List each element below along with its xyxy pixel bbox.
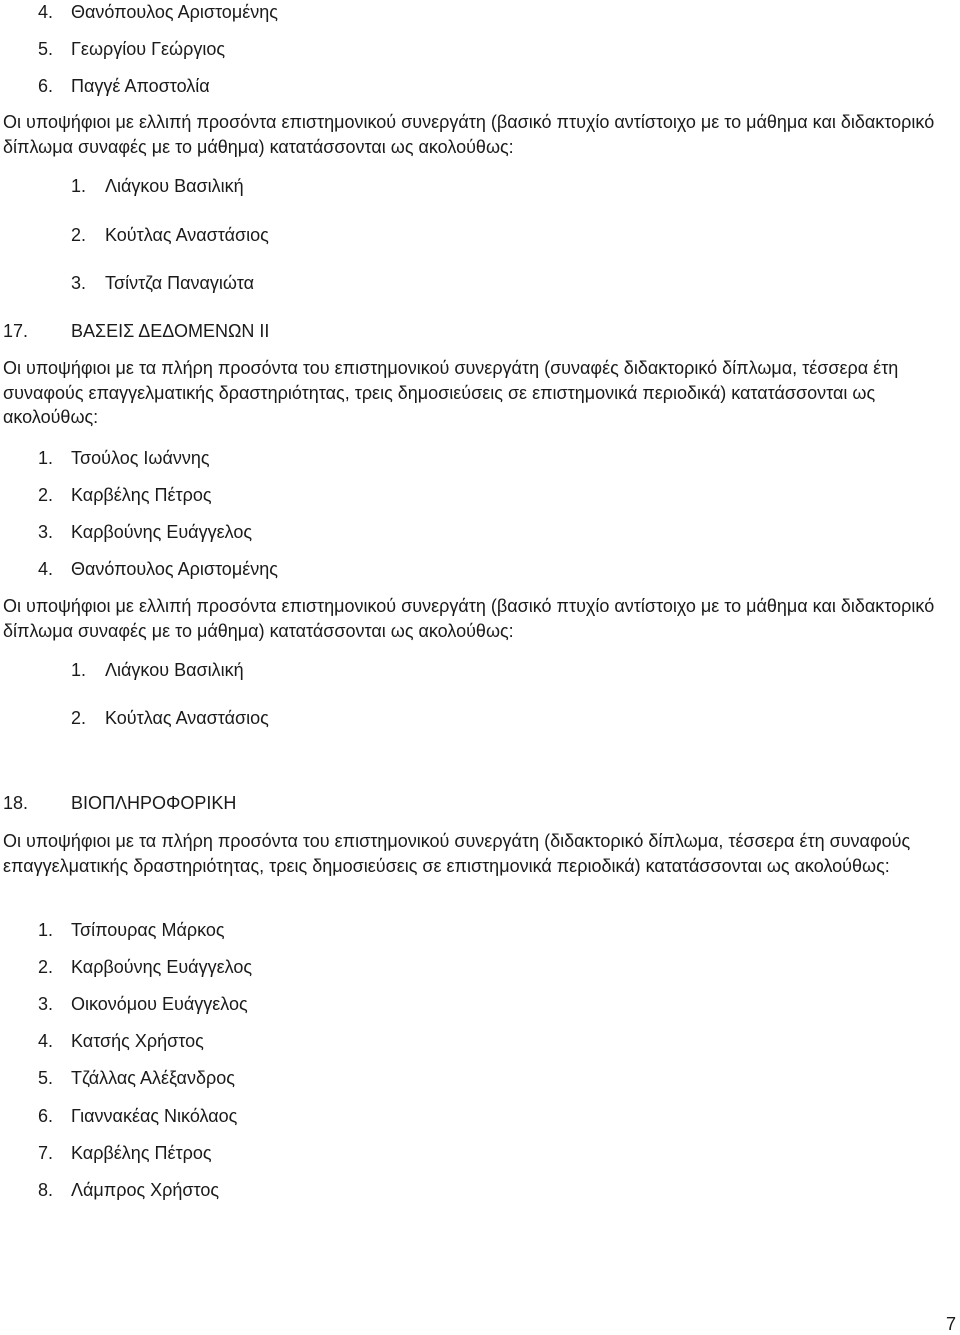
- section-title: ΒΑΣΕΙΣ ΔΕΔΟΜΕΝΩΝ ΙΙ: [71, 321, 270, 341]
- section-number: 18.: [3, 793, 29, 813]
- section-number: 17.: [3, 321, 29, 341]
- paragraph-full-qualifications: Οι υποψήφιοι με τα πλήρη προσόντα του επιστημονικού συνεργάτη (διδακτορικό δίπλωμα, τέσσερα έτη συναφούς επαγγελματικής δραστηριότητας, τρεις δημοσιεύσεις σε επιστημονικά περιοδικά) κατατάσσονται ως ακολούθως:: [3, 831, 911, 876]
- paragraph-full-qualifications: Οι υποψήφιοι με τα πλήρη προσόντα του επιστημονικού συνεργάτη (συναφές διδακτορικό δίπλωμα, τέσσερα έτη συναφούς επαγγελματικής δραστηριότητας, τρεις δημοσιεύσεις σε επιστημονικά περιοδικά) κατατάσσονται ως ακολούθως:: [3, 358, 899, 427]
- section-title: ΒΙΟΠΛΗΡΟΦΟΡΙΚΗ: [71, 793, 237, 813]
- paragraph-partial-qualifications: Οι υποψήφιοι με ελλιπή προσόντα επιστημονικού συνεργάτη (βασικό πτυχίο αντίστοιχο με το μάθημα και διδακτορικό δίπλωμα συναφές με το μάθημα) κατατάσσονται ως ακολούθως:: [3, 112, 935, 157]
- page-number: 7: [945, 1314, 956, 1334]
- paragraph-partial-qualifications: Οι υποψήφιοι με ελλιπή προσόντα επιστημονικού συνεργάτη (βασικό πτυχίο αντίστοιχο με το μάθημα και διδακτορικό δίπλωμα συναφές με το μάθημα) κατατάσσονται ως ακολούθως:: [3, 596, 935, 641]
